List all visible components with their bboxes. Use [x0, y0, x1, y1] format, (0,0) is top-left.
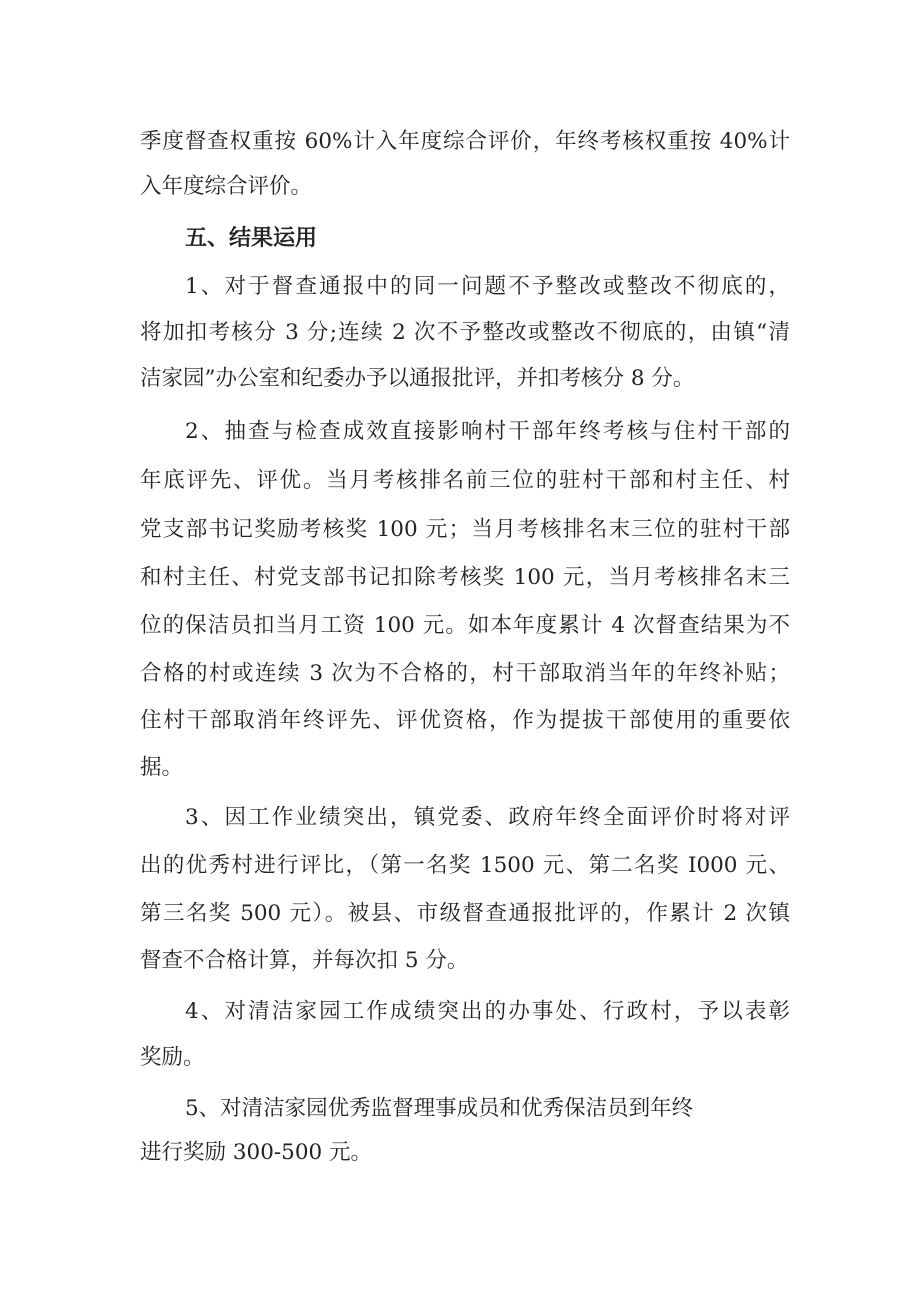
paragraph-line: 将加扣考核分 3 分;连续 2 次不予整改或整改不彻底的，由镇“清: [140, 320, 790, 345]
paragraph-line: 位的保洁员扣当月工资 100 元。如本年度累计 4 次督查结果为不: [140, 613, 790, 638]
paragraph-line: 第三名奖 500 元）。被县、市级督查通报批评的，作累计 2 次镇: [140, 901, 790, 926]
paragraph-line: 据。: [140, 755, 184, 780]
paragraph-line: 洁家园”办公室和纪委办予以通报批评，并扣考核分 8 分。: [140, 366, 695, 391]
paragraph-line: 党支部书记奖励考核奖 100 元；当月考核排名末三位的驻村干部: [140, 517, 790, 542]
paragraph-line: 住村干部取消年终评先、评优资格，作为提拔干部使用的重要依: [140, 708, 790, 733]
paragraph-line: 2、抽查与检查成效直接影响村干部年终考核与住村干部的: [185, 419, 790, 444]
paragraph-line: 1、对于督查通报中的同一问题不予整改或整改不彻底的，: [185, 274, 790, 299]
paragraph-line: 和村主任、村党支部书记扣除考核奖 100 元，当月考核排名末三: [140, 565, 790, 590]
paragraph-line: 季度督查权重按 60%计入年度综合评价，年终考核权重按 40%计: [140, 129, 790, 154]
paragraph-line: 合格的村或连续 3 次为不合格的，村干部取消当年的年终补贴；: [140, 661, 790, 686]
paragraph-line: 年底评先、评优。当月考核排名前三位的驻村干部和村主任、村: [140, 468, 790, 493]
paragraph-line: 入年度综合评价。: [140, 174, 313, 199]
paragraph-line: 出的优秀村进行评比，（第一名奖 1500 元、第二名奖 I000 元、: [140, 853, 790, 878]
paragraph-line: 进行奖励 300-500 元。: [140, 1140, 373, 1165]
paragraph-line: 3、因工作业绩突出，镇党委、政府年终全面评价时将对评: [185, 805, 790, 830]
paragraph-line: 5、对清洁家园优秀监督理事成员和优秀保洁员到年终: [185, 1096, 694, 1121]
paragraph-line: 督查不合格计算，并每次扣 5 分。: [140, 948, 469, 973]
paragraph-line: 奖励。: [140, 1045, 205, 1070]
section-heading: 五、结果运用: [185, 226, 318, 251]
paragraph-line: 4、对清洁家园工作成绩突出的办事处、行政村，予以表彰: [185, 999, 790, 1024]
